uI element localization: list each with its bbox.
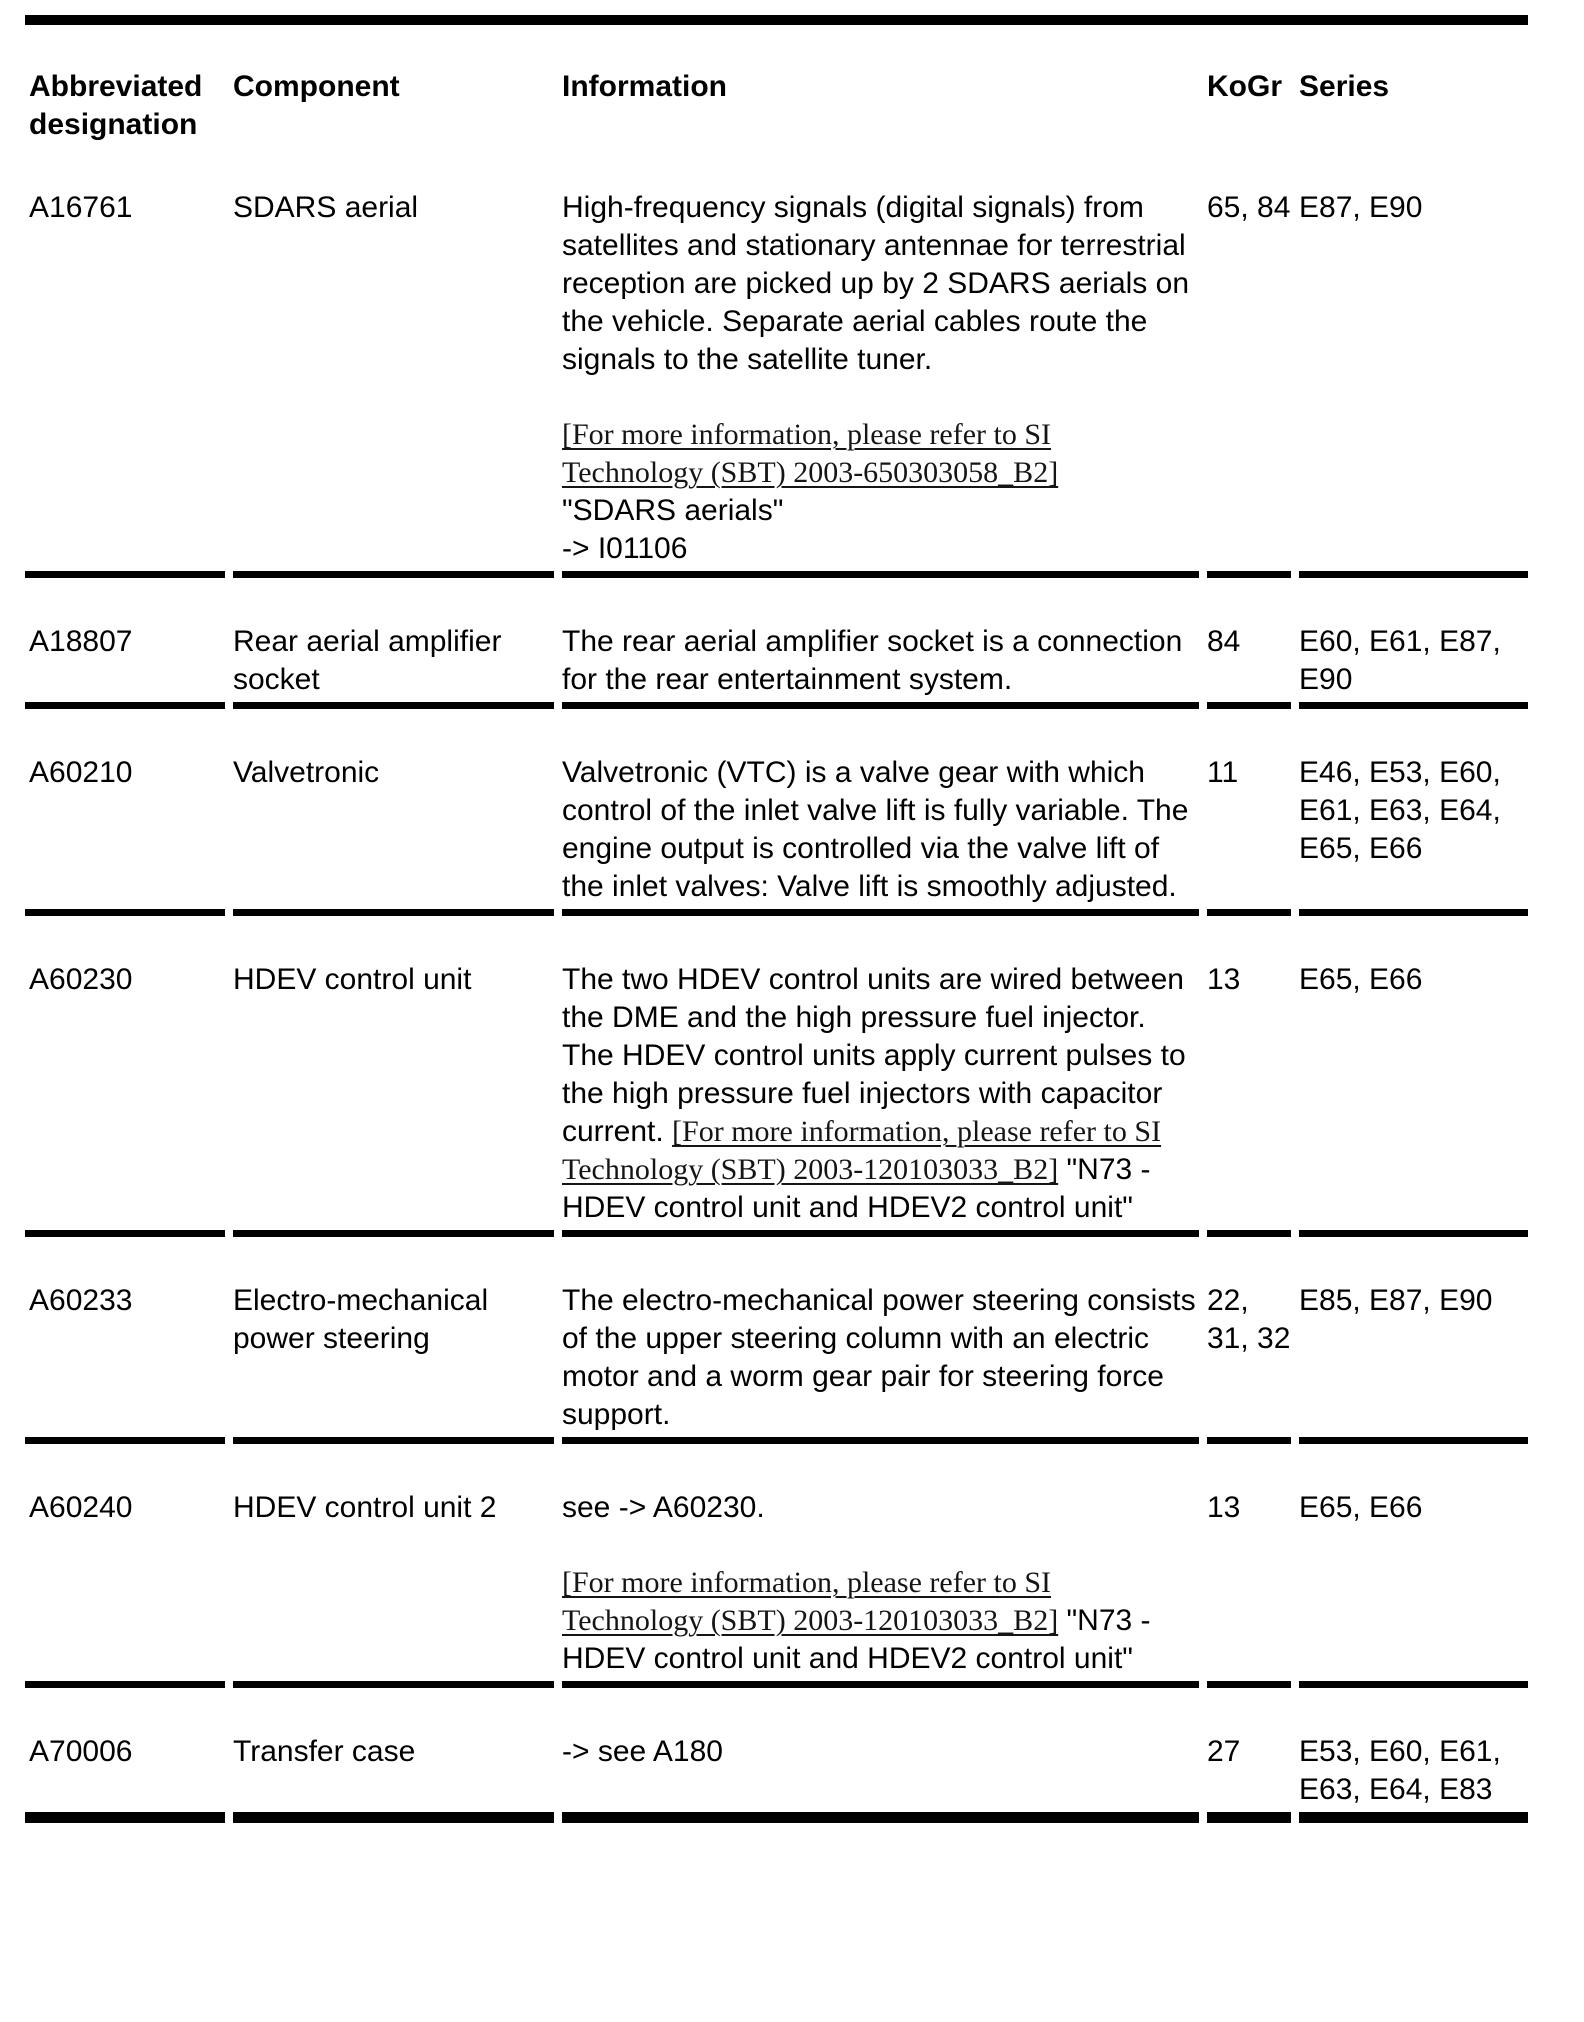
- information-text: see -> A60230.: [562, 1491, 765, 1524]
- information-paragraph: [562, 1489, 1199, 1527]
- information-cell: [562, 1237, 1199, 1444]
- designation-cell: A70006: [25, 1688, 225, 1823]
- information-text: High-frequency signals (digital signals) from satellites and stationary antennae for terrestrial reception are picked up by 2 SDARS aerials on the vehicle. Separate aerial cables route the signals to the satellite tuner.: [562, 191, 1190, 376]
- table-row: [25, 144, 1528, 578]
- series-cell: E60, E61, E87, E90: [1299, 578, 1528, 709]
- information-paragraph: [562, 961, 1199, 1227]
- information-cell: [562, 1688, 1199, 1823]
- information-paragraph: [562, 754, 1199, 906]
- component-cell: Transfer case: [233, 1688, 554, 1823]
- kogr-cell: 65, 84: [1207, 144, 1291, 578]
- information-paragraph: [562, 492, 1199, 530]
- information-paragraph: [562, 1564, 1199, 1678]
- information-text: The two HDEV control units are wired between the DME and the high pressure fuel injector. The HDEV control units apply current pulses to the high pressure fuel injectors with capacitor current.: [562, 963, 1186, 1148]
- information-text: -> see A180: [562, 1735, 723, 1768]
- information-text: "SDARS aerials": [562, 494, 784, 527]
- information-paragraph: [562, 189, 1199, 379]
- information-cell: [562, 578, 1199, 709]
- table-body: [25, 144, 1584, 1823]
- kogr-cell: 13: [1207, 1444, 1291, 1688]
- table-row: [25, 1688, 1528, 1823]
- table-row: [25, 1237, 1528, 1444]
- information-cell: [562, 709, 1199, 916]
- information-paragraph: [562, 1282, 1199, 1434]
- kogr-cell: 22, 31, 32: [1207, 1237, 1291, 1444]
- information-text: The rear aerial amplifier socket is a connection for the rear entertainment system.: [562, 625, 1183, 696]
- information-cell: [562, 144, 1199, 578]
- information-paragraph: [562, 530, 1199, 568]
- information-text: "N73 - HDEV control unit and HDEV2 control unit": [562, 1604, 1151, 1675]
- information-text: -> I01106: [562, 532, 688, 565]
- component-cell: Valvetronic: [233, 709, 554, 916]
- information-cell: [562, 916, 1199, 1237]
- si-technology-link[interactable]: [For more information, please refer to SI Technology (SBT) 2003-120103033_B2]: [562, 1115, 1162, 1186]
- table-row: [25, 916, 1528, 1237]
- table-row: [25, 1444, 1528, 1688]
- series-cell: E46, E53, E60, E61, E63, E64, E65, E66: [1299, 709, 1528, 916]
- header-series: Series: [1299, 70, 1390, 103]
- table-header-row: [25, 25, 1528, 144]
- information-text: Valvetronic (VTC) is a valve gear with which control of the inlet valve lift is fully variable. The engine output is controlled via the valve lift of the inlet valves: Valve lift is smoothly adjusted.: [562, 756, 1189, 903]
- designation-cell: A60240: [25, 1444, 225, 1688]
- information-text: "N73 - HDEV control unit and HDEV2 control unit": [562, 1153, 1151, 1224]
- component-cell: HDEV control unit 2: [233, 1444, 554, 1688]
- table-top-border: [25, 15, 1528, 25]
- series-cell: E53, E60, E61, E63, E64, E83: [1299, 1688, 1528, 1823]
- information-paragraph: [562, 623, 1199, 699]
- information-paragraph: [562, 1733, 1199, 1771]
- information-text: The electro-mechanical power steering consists of the upper steering column with an electric motor and a worm gear pair for steering force support.: [562, 1284, 1196, 1431]
- kogr-cell: 84: [1207, 578, 1291, 709]
- table-row: [25, 578, 1528, 709]
- component-cell: HDEV control unit: [233, 916, 554, 1237]
- kogr-cell: 11: [1207, 709, 1291, 916]
- si-technology-link[interactable]: [For more information, please refer to SI Technology (SBT) 2003-650303058_B2]: [562, 418, 1059, 489]
- designation-cell: A60210: [25, 709, 225, 916]
- designation-cell: A18807: [25, 578, 225, 709]
- designation-cell: A60233: [25, 1237, 225, 1444]
- information-paragraph: [562, 416, 1199, 492]
- series-cell: E65, E66: [1299, 1444, 1528, 1688]
- series-cell: E85, E87, E90: [1299, 1237, 1528, 1444]
- designation-cell: A16761: [25, 144, 225, 578]
- kogr-cell: 13: [1207, 916, 1291, 1237]
- series-cell: E65, E66: [1299, 916, 1528, 1237]
- si-technology-link[interactable]: [For more information, please refer to SI Technology (SBT) 2003-120103033_B2]: [562, 1566, 1059, 1637]
- kogr-cell: 27: [1207, 1688, 1291, 1823]
- component-cell: SDARS aerial: [233, 144, 554, 578]
- series-cell: E87, E90: [1299, 144, 1528, 578]
- table-row: [25, 709, 1528, 916]
- component-cell: Rear aerial amplifier socket: [233, 578, 554, 709]
- header-information: Information: [562, 70, 727, 103]
- designation-cell: A60230: [25, 916, 225, 1237]
- component-cell: Electro-mechanical power steering: [233, 1237, 554, 1444]
- information-cell: [562, 1444, 1199, 1688]
- header-kogr: KoGr: [1207, 70, 1282, 103]
- header-component: Component: [233, 70, 400, 103]
- header-abbreviated-designation: Abbreviated designation: [29, 70, 203, 141]
